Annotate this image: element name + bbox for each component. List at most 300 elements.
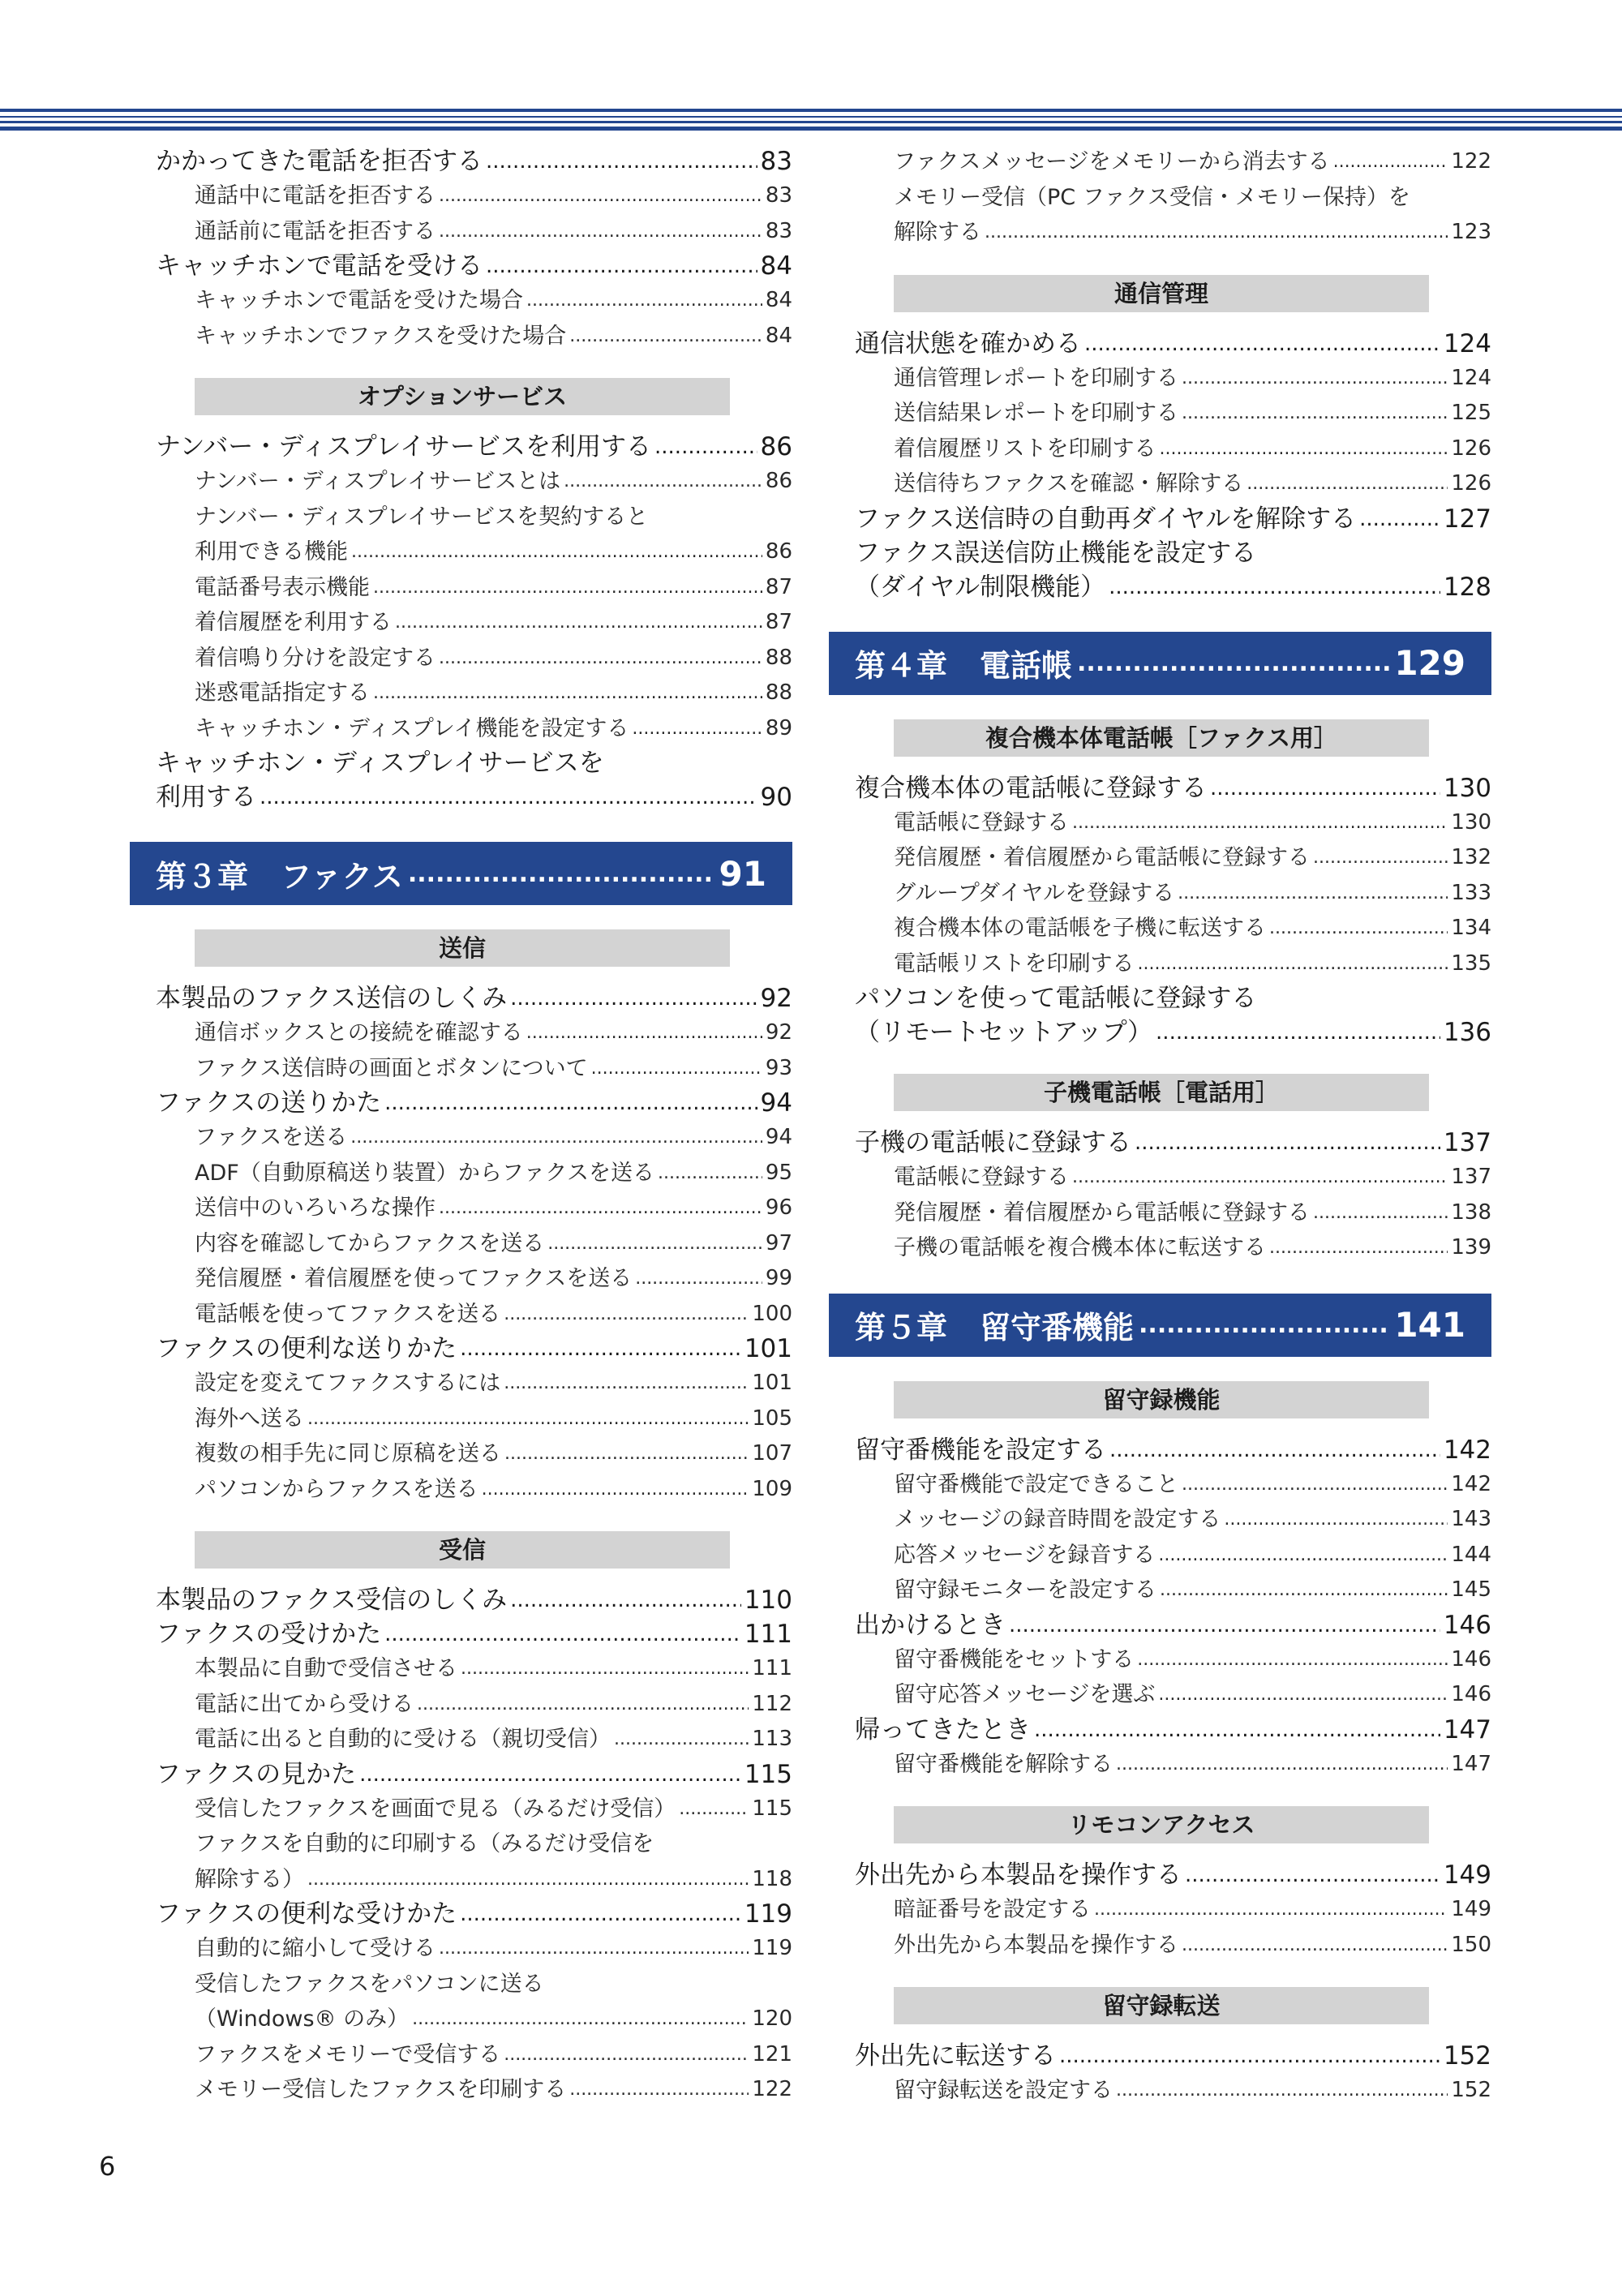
section-heading: リモコンアクセス (894, 1806, 1429, 1843)
entry-text: メッセージの録音時間を設定する (894, 1507, 1221, 1532)
entry-text: 電話番号表示機能 (195, 574, 370, 600)
entry-page: 121 (752, 2041, 792, 2066)
toc-subentry (195, 1687, 792, 1723)
entry-page: 122 (1451, 149, 1491, 174)
entry-text: 利用する (156, 783, 256, 812)
leader-dots (373, 676, 762, 711)
entry-page: 149 (1443, 1860, 1491, 1890)
leader-dots (1333, 144, 1448, 180)
entry-page: 101 (744, 1334, 792, 1363)
entry-text: 解除する (894, 220, 981, 245)
toc-subentry (195, 570, 792, 606)
entry-text: 外出先から本製品を操作する (855, 1860, 1182, 1890)
entry-page: 122 (752, 2077, 792, 2101)
toc-subentry (894, 1230, 1491, 1266)
chapter-page: 141 (1394, 1305, 1465, 1345)
entry-page: 100 (752, 1301, 792, 1326)
toc-subentry (195, 1967, 792, 2037)
entry-page: 112 (752, 1691, 792, 1716)
leader-dots (1072, 1160, 1448, 1195)
leader-dots (1160, 1573, 1448, 1608)
entry-page: 86 (765, 469, 792, 493)
entry-page: 152 (1443, 2041, 1491, 2071)
toc-right-column (829, 144, 1491, 2109)
entry-text: 本製品のファクス受信のしくみ (156, 1586, 508, 1615)
entry-text: 外出先に転送する (855, 2041, 1056, 2071)
entry-text: 受信したファクスを画面で見る（みるだけ受信） (195, 1796, 676, 1822)
entry-page: 126 (1451, 471, 1491, 496)
entry-text: 留守番機能をセットする (894, 1646, 1135, 1672)
entry-text: ファクスの便利な送りかた (156, 1334, 457, 1363)
entry-page: 113 (752, 1727, 792, 1751)
leader-dots (1182, 1467, 1448, 1503)
entry-text: （ダイヤル制限機能） (855, 572, 1106, 602)
toc-subentry (894, 1747, 1491, 1783)
entry-text: ファクス送信時の自動再ダイヤルを解除する (855, 504, 1357, 534)
section-heading: 子機電話帳［電話用］ (894, 1074, 1429, 1111)
entry-page: 111 (744, 1620, 792, 1649)
chapter-label: 第５章 (855, 1310, 948, 1345)
entry-page: 145 (1451, 1577, 1491, 1602)
entry-page: 136 (1443, 1018, 1491, 1047)
entry-text: メモリー受信したファクスを印刷する (195, 2077, 567, 2102)
entry-page: 118 (752, 1866, 792, 1891)
entry-page: 101 (752, 1371, 792, 1395)
entry-page: 143 (1451, 1507, 1491, 1531)
leader-dots (384, 1617, 741, 1651)
entry-text: かかってきた電話を拒否する (156, 147, 483, 176)
section-heading: オプションサービス (195, 378, 730, 415)
toc-subentry (195, 1826, 792, 1897)
entry-page: 137 (1443, 1128, 1491, 1157)
entry-page: 142 (1443, 1435, 1491, 1465)
entry-text: 内容を確認してからファクスを送る (195, 1230, 545, 1256)
entry-page: 146 (1451, 1682, 1491, 1706)
entry-text: 送信中のいろいろな操作 (195, 1195, 436, 1221)
entry-page: 124 (1443, 328, 1491, 358)
entry-text: 帰ってきたとき (855, 1714, 1031, 1745)
entry-text: 通話前に電話を拒否する (195, 218, 436, 244)
toc-entry (156, 1897, 792, 1931)
section-heading: 留守録機能 (894, 1381, 1429, 1418)
leader-dots (504, 1297, 749, 1333)
entry-page: 83 (765, 183, 792, 208)
entry-page: 119 (752, 1936, 792, 1960)
entry-page: 142 (1451, 1471, 1491, 1496)
chapter-label: 第３章 (156, 858, 249, 895)
toc-subentry (894, 946, 1491, 982)
toc-subentry (195, 500, 792, 570)
entry-page: 150 (1451, 1932, 1491, 1957)
entry-page: 109 (752, 1476, 792, 1501)
entry-text: 外出先から本製品を操作する (894, 1932, 1178, 1958)
entry-text: 電話帳を使ってファクスを送る (195, 1301, 501, 1327)
entry-text: ナンバー・ディスプレイサービスとは (195, 469, 561, 494)
leader-dots (526, 1015, 762, 1051)
entry-page: 144 (1451, 1542, 1491, 1567)
toc-subentry (195, 2072, 792, 2108)
entry-page: 137 (1451, 1165, 1491, 1189)
chapter-banner (829, 632, 1491, 695)
entry-page: 149 (1451, 1897, 1491, 1921)
toc-subentry (195, 178, 792, 214)
entry-page: 84 (765, 288, 792, 312)
chapter-banner (130, 842, 792, 905)
leader-dots (632, 711, 762, 747)
entry-text: （Windows® のみ） (195, 2006, 410, 2032)
toc-subentry (894, 840, 1491, 876)
entry-page: 128 (1443, 572, 1491, 602)
entry-page: 152 (1451, 2078, 1491, 2102)
toc-subentry (195, 464, 792, 500)
leader-dots (569, 319, 762, 354)
entry-text: グループダイヤルを登録する (894, 880, 1175, 906)
entry-text: 複合機本体の電話帳を子機に転送する (894, 916, 1266, 941)
toc-subentry (195, 1156, 792, 1191)
leader-dots (439, 1191, 762, 1226)
toc-subentry (894, 1642, 1491, 1678)
toc-entry (855, 502, 1491, 536)
leader-dots (564, 464, 762, 500)
entry-page: 125 (1451, 401, 1491, 425)
entry-text: 送信待ちファクスを確認・解除する (894, 471, 1244, 496)
entry-page: 135 (1451, 951, 1491, 976)
leader-dots (1009, 1608, 1440, 1642)
entry-text: 着信鳴り分けを設定する (195, 645, 436, 671)
entry-text: 電話帳に登録する (894, 1165, 1069, 1190)
leader-dots (1158, 1538, 1448, 1573)
entry-page: 126 (1451, 436, 1491, 461)
entry-page: 90 (760, 783, 792, 812)
entry-text: ファクスの便利な受けかた (156, 1899, 457, 1929)
leader-dots (439, 214, 762, 250)
entry-text: 複合機本体の電話帳に登録する (855, 773, 1207, 803)
entry-text: ファクス送信時の画面とボタンについて (195, 1055, 588, 1081)
leader-dots (510, 981, 757, 1015)
page-number: 6 (99, 2151, 116, 2182)
toc-entry (855, 536, 1491, 604)
leader-dots (614, 1722, 749, 1757)
leader-dots (486, 144, 757, 178)
entry-text: 留守応答メッセージを選ぶ (894, 1682, 1156, 1707)
entry-page: 83 (760, 147, 792, 176)
entry-page: 124 (1451, 365, 1491, 390)
toc-subentry (195, 1931, 792, 1967)
entry-text: パソコンからファクスを送る (195, 1476, 478, 1502)
entry-text: ファクスの見かた (156, 1759, 357, 1789)
entry-text: 応答メッセージを録音する (894, 1542, 1156, 1568)
entry-text: ファクスを送る (195, 1125, 348, 1150)
leader-dots (547, 1226, 762, 1262)
toc-entry (855, 1858, 1491, 1892)
leader-dots (307, 1862, 749, 1898)
entry-page: 134 (1451, 916, 1491, 940)
toc-entry (156, 1583, 792, 1617)
leader-dots (1182, 396, 1448, 431)
toc-subentry (894, 1160, 1491, 1195)
leader-dots (1158, 1677, 1448, 1713)
entry-page: 133 (1451, 880, 1491, 905)
toc-subentry (195, 1792, 792, 1827)
leader-dots (482, 1472, 749, 1508)
entry-text: 留守録モニターを設定する (894, 1577, 1156, 1603)
leader-dots (569, 2072, 749, 2108)
toc-subentry (894, 1467, 1491, 1503)
entry-page: 105 (752, 1405, 792, 1431)
entry-text: 通信ボックスとの接続を確認する (195, 1020, 523, 1045)
toc-entry (156, 1757, 792, 1792)
entry-text: ファクスをメモリーで受信する (195, 2041, 501, 2067)
toc-subentry (894, 911, 1491, 946)
entry-page: 94 (760, 1088, 792, 1118)
entry-text: ナンバー・ディスプレイサービスを契約すると (195, 504, 649, 530)
entry-page: 86 (765, 539, 792, 564)
leader-dots (1116, 2073, 1448, 2109)
entry-text: 電話に出てから受ける (195, 1691, 414, 1717)
toc-entry (156, 746, 792, 814)
entry-text: 受信したファクスをパソコンに送る (195, 1971, 544, 1997)
leader-dots (350, 1120, 762, 1156)
leader-dots (504, 1436, 749, 1472)
toc-subentry (195, 641, 792, 676)
entry-text: 発信履歴・着信履歴から電話帳に登録する (894, 1199, 1310, 1225)
entry-text: 電話帳に登録する (894, 809, 1069, 835)
toc-entry (156, 1332, 792, 1366)
entry-page: 92 (765, 1020, 792, 1045)
entry-page: 88 (765, 680, 792, 705)
leader-dots (1084, 327, 1440, 361)
entry-text: 送信結果レポートを印刷する (894, 401, 1178, 426)
leader-dots (439, 641, 762, 676)
entry-text: ファクスの送りかた (156, 1088, 382, 1118)
leader-dots (1269, 911, 1448, 946)
leader-dots (1182, 1928, 1448, 1963)
toc-subentry (894, 1502, 1491, 1538)
entry-page: 94 (765, 1125, 792, 1149)
leader-dots (408, 860, 714, 888)
leader-dots (504, 2037, 749, 2073)
toc-subentry (195, 1651, 792, 1687)
entry-text: （リモートセットアップ） (855, 1018, 1153, 1047)
entry-page: 130 (1443, 773, 1491, 803)
leader-dots (373, 570, 762, 606)
entry-text: 暗証番号を設定する (894, 1897, 1091, 1922)
leader-dots (384, 1086, 757, 1120)
section-heading: 送信 (195, 929, 730, 967)
leader-dots (460, 1897, 741, 1931)
chapter-banner (829, 1294, 1491, 1357)
leader-dots (654, 430, 757, 464)
toc-subentry (894, 1573, 1491, 1608)
toc-entry (855, 327, 1491, 361)
toc-subentry (195, 1436, 792, 1472)
toc-subentry (195, 1297, 792, 1333)
toc-subentry (894, 2073, 1491, 2109)
leader-dots (1072, 805, 1448, 841)
toc-subentry (195, 711, 792, 747)
toc-subentry (894, 876, 1491, 912)
leader-dots (1137, 1642, 1448, 1678)
toc-subentry (195, 1472, 792, 1508)
entry-page: 110 (744, 1586, 792, 1615)
entry-page: 87 (765, 574, 792, 599)
entry-page: 88 (765, 645, 792, 670)
entry-text: 留守番機能を解除する (894, 1751, 1113, 1777)
entry-text: 複数の相手先に同じ原稿を送る (195, 1441, 501, 1466)
entry-page: 127 (1443, 504, 1491, 534)
toc-subentry (894, 1892, 1491, 1928)
toc-entry (156, 981, 792, 1015)
toc-subentry (195, 283, 792, 319)
toc-subentry (894, 1538, 1491, 1573)
entry-page: 86 (760, 432, 792, 461)
entry-page: 84 (765, 323, 792, 348)
section-heading: 留守録転送 (894, 1987, 1429, 2024)
toc-subentry (894, 805, 1491, 841)
entry-text: 発信履歴・着信履歴を使ってファクスを送る (195, 1266, 633, 1291)
entry-text: 出かけるとき (855, 1610, 1006, 1640)
entry-page: 123 (1451, 220, 1491, 244)
leader-dots (526, 283, 762, 319)
entry-text: 着信履歴リストを印刷する (894, 436, 1156, 461)
leader-dots (461, 1651, 749, 1687)
entry-text: 本製品に自動で受信させる (195, 1656, 457, 1681)
toc-subentry (195, 1366, 792, 1401)
toc-subentry (894, 431, 1491, 467)
header-rule-lines (0, 0, 1622, 138)
toc-entry (855, 1126, 1491, 1160)
entry-text: 発信履歴・着信履歴から電話帳に登録する (894, 845, 1310, 870)
leader-dots (510, 1583, 741, 1617)
entry-text: ファクスメッセージをメモリーから消去する (894, 149, 1330, 174)
entry-page: 139 (1451, 1235, 1491, 1260)
toc-subentry (894, 144, 1491, 180)
toc-subentry (894, 466, 1491, 502)
leader-dots (460, 1332, 741, 1366)
leader-dots (439, 1931, 749, 1967)
leader-dots (658, 1156, 762, 1191)
entry-text: ファクスの受けかた (156, 1620, 382, 1649)
leader-dots (1269, 1230, 1448, 1266)
leader-dots (307, 1401, 749, 1437)
leader-dots (1159, 431, 1448, 467)
toc-entry (855, 1433, 1491, 1467)
entry-page: 115 (752, 1796, 792, 1821)
entry-text: 子機の電話帳に登録する (855, 1128, 1131, 1157)
leader-dots (1178, 876, 1448, 912)
entry-page: 147 (1443, 1714, 1491, 1745)
entry-page: 130 (1451, 809, 1491, 835)
toc-subentry (195, 1120, 792, 1156)
chapter-title: 留守番機能 (980, 1310, 1135, 1345)
leader-dots (679, 1792, 749, 1827)
entry-page: 132 (1451, 845, 1491, 869)
toc-subentry (195, 214, 792, 250)
leader-dots (1359, 502, 1440, 536)
entry-page: 89 (765, 715, 792, 740)
entry-page: 107 (752, 1441, 792, 1466)
chapter-page: 91 (719, 853, 766, 894)
entry-text: キャッチホンで電話を受けた場合 (195, 288, 523, 313)
entry-page: 119 (744, 1899, 792, 1929)
entry-page: 138 (1451, 1199, 1491, 1225)
leader-dots (1210, 771, 1440, 805)
entry-text: 着信履歴を利用する (195, 610, 392, 635)
entry-page: 146 (1443, 1610, 1491, 1640)
entry-text: 通話中に電話を拒否する (195, 183, 436, 208)
chapter-title: ファクス (281, 858, 403, 895)
entry-text: 通信管理レポートを印刷する (894, 365, 1178, 391)
entry-text: 迷惑電話指定する (195, 680, 370, 706)
entry-text: ファクスを自動的に印刷する（みるだけ受信を (195, 1831, 654, 1856)
entry-page: 92 (760, 984, 792, 1013)
leader-dots (1182, 361, 1448, 397)
entry-text: 本製品のファクス送信のしくみ (156, 984, 508, 1013)
entry-text: 通信状態を確かめる (855, 328, 1081, 358)
entry-text: 利用できる機能 (195, 539, 348, 564)
leader-dots (351, 534, 762, 570)
leader-dots (1135, 1126, 1440, 1160)
leader-dots (504, 1366, 749, 1401)
chapter-page: 129 (1394, 643, 1465, 683)
toc-subentry (195, 1015, 792, 1051)
entry-page: 97 (765, 1230, 792, 1255)
entry-text: キャッチホンでファクスを受けた場合 (195, 323, 567, 349)
entry-page: 111 (752, 1656, 792, 1680)
leader-dots (1139, 1311, 1389, 1339)
leader-dots (1156, 1015, 1440, 1049)
toc-subentry (195, 605, 792, 641)
section-heading: 受信 (195, 1531, 730, 1569)
leader-dots (1313, 840, 1448, 876)
entry-text: 自動的に縮小して受ける (195, 1936, 436, 1961)
section-heading: 通信管理 (894, 275, 1429, 312)
leader-dots (359, 1757, 741, 1792)
toc-entry (156, 249, 792, 283)
entry-text: 電話に出ると自動的に受ける（親切受信） (195, 1727, 611, 1752)
leader-dots (395, 605, 762, 641)
entry-page: 115 (744, 1759, 792, 1789)
toc-entry (855, 1713, 1491, 1747)
entry-text: 設定を変えてファクスするには (195, 1371, 501, 1396)
toc-subentry (894, 361, 1491, 397)
entry-text: 海外へ送る (195, 1405, 304, 1431)
entry-text: キャッチホンで電話を受ける (156, 251, 483, 281)
entry-text: キャッチホン・ディスプレイサービスを (156, 749, 604, 778)
toc-entry (855, 1608, 1491, 1642)
entry-page: 147 (1451, 1751, 1491, 1776)
toc-entry (156, 144, 792, 178)
entry-text: 解除する） (195, 1866, 304, 1892)
leader-dots (1109, 1433, 1440, 1467)
entry-text: メモリー受信（PC ファクス受信・メモリー保持）を (894, 184, 1410, 210)
leader-dots (1109, 570, 1440, 604)
toc-subentry (195, 1261, 792, 1297)
entry-text: 留守番機能で設定できること (894, 1471, 1178, 1497)
toc-subentry (195, 1722, 792, 1757)
toc-subentry (894, 1677, 1491, 1713)
toc-subentry (894, 180, 1491, 251)
toc-subentry (195, 1401, 792, 1437)
leader-dots (412, 2002, 749, 2037)
leader-dots (1224, 1502, 1448, 1538)
entry-page: 120 (752, 2006, 792, 2031)
leader-dots (1059, 2039, 1440, 2073)
toc-subentry (195, 1051, 792, 1087)
entry-page: 83 (765, 218, 792, 243)
chapter-label: 第４章 (855, 648, 948, 684)
leader-dots (985, 215, 1448, 251)
